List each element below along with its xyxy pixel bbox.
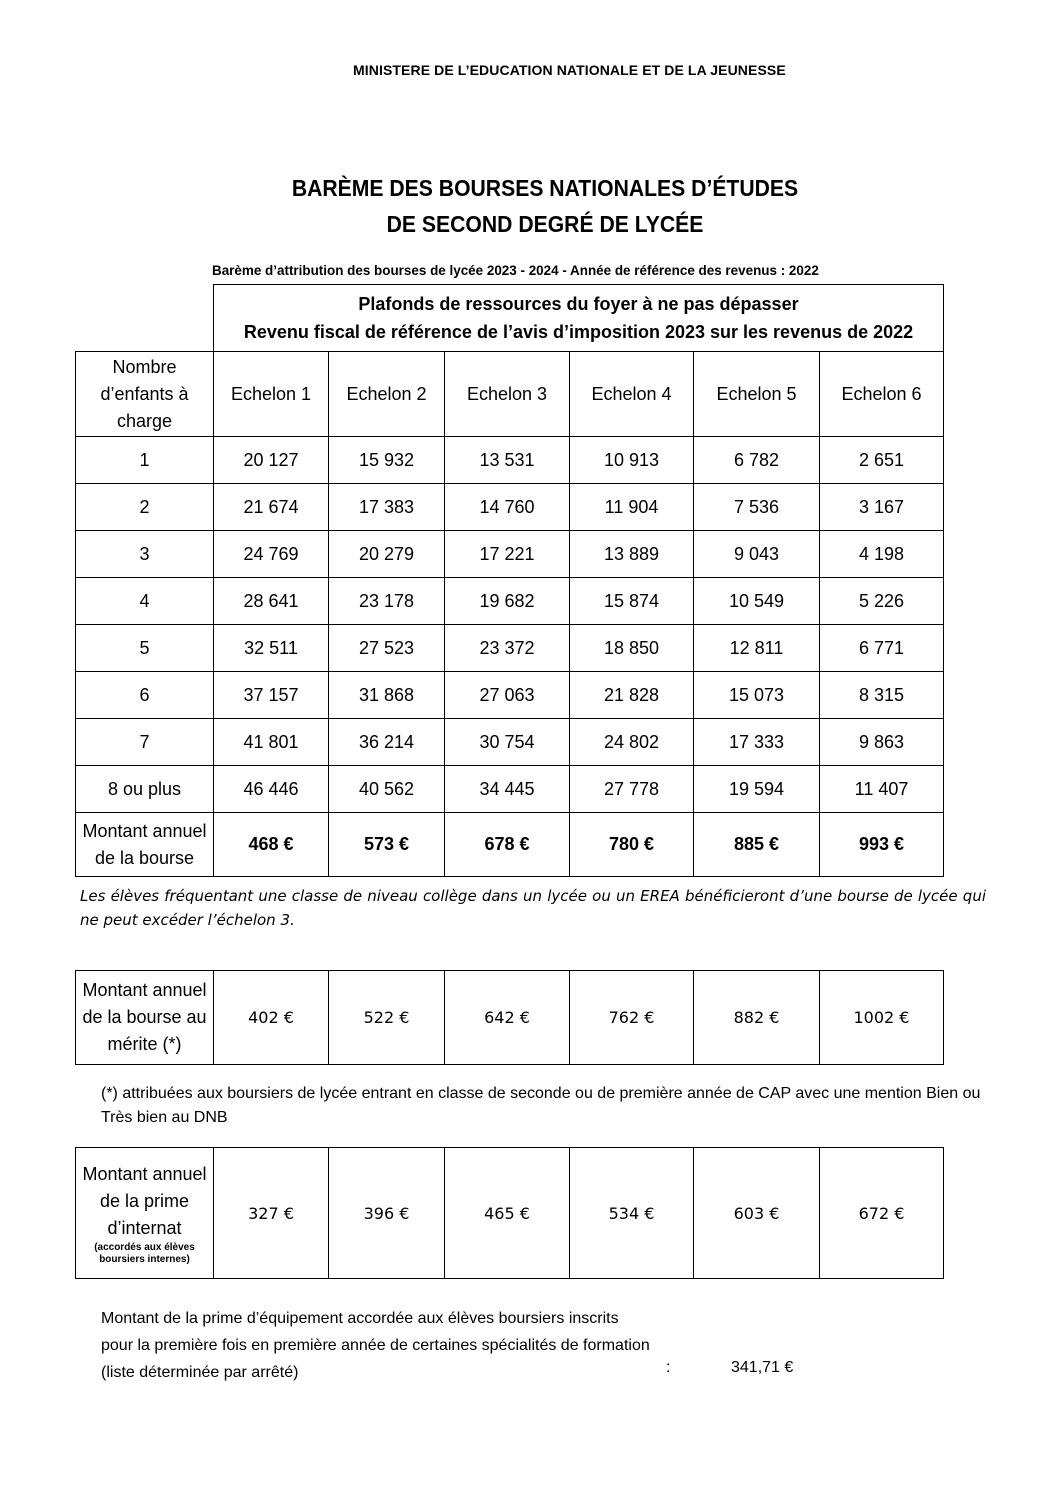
table-row xyxy=(76,531,944,578)
ministry-header: MINISTERE DE L’EDUCATION NATIONALE ET DE LA JEUNESSE xyxy=(353,62,786,78)
ceiling-cell: 17 333 xyxy=(694,719,820,766)
amount-cell: 468 € xyxy=(214,813,329,877)
ceiling-cell: 12 811 xyxy=(694,625,820,672)
ceiling-cell: 18 850 xyxy=(570,625,694,672)
merit-note: (*) attribuées aux boursiers de lycée entrant en classe de seconde ou de première année de CAP avec une mention Bien ou Très bien au DNB xyxy=(101,1085,981,1126)
amount-cell: 780 € xyxy=(570,813,694,877)
internat-cell: 396 € xyxy=(329,1148,445,1279)
ceiling-cell: 32 511 xyxy=(214,625,329,672)
table-row xyxy=(76,719,944,766)
ceiling-cell: 19 682 xyxy=(445,578,570,625)
table-row xyxy=(76,625,944,672)
ceiling-cell: 27 063 xyxy=(445,672,570,719)
ceiling-cell: 6 771 xyxy=(820,625,944,672)
ceiling-cell: 21 828 xyxy=(570,672,694,719)
ceiling-cell: 17 383 xyxy=(329,484,445,531)
table-row xyxy=(76,971,944,1065)
row-label: 6 xyxy=(76,672,214,719)
row-label: 8 ou plus xyxy=(76,766,214,813)
internat-cell: 603 € xyxy=(694,1148,820,1279)
children-column-header: Nombre d’enfants à charge xyxy=(76,352,214,437)
ceiling-cell: 10 913 xyxy=(570,437,694,484)
echelon-header: Echelon 3 xyxy=(445,352,570,437)
equipment-value: 341,71 € xyxy=(731,1359,794,1376)
amount-row-label: Montant annuel de la bourse xyxy=(76,813,214,877)
ceiling-cell: 9 043 xyxy=(694,531,820,578)
ceiling-cell: 6 782 xyxy=(694,437,820,484)
caption-line-1: Plafonds de ressources du foyer à ne pas dépasser xyxy=(358,294,799,314)
college-note: Les élèves fréquentant une classe de niveau collège dans un lycée ou un EREA bénéficieront d’une bourse de lycée qui ne peut excéder l’échelon 3. xyxy=(80,887,986,929)
amount-cell: 573 € xyxy=(329,813,445,877)
row-label: 2 xyxy=(76,484,214,531)
ceiling-cell: 41 801 xyxy=(214,719,329,766)
row-label: 4 xyxy=(76,578,214,625)
echelon-header: Echelon 6 xyxy=(820,352,944,437)
internat-cell: 465 € xyxy=(445,1148,570,1279)
equipment-line-2: pour la première fois en première année de certaines spécialités de formation xyxy=(101,1337,650,1354)
ceiling-cell: 40 562 xyxy=(329,766,445,813)
ceiling-cell: 34 445 xyxy=(445,766,570,813)
ceiling-cell: 15 932 xyxy=(329,437,445,484)
ceiling-cell: 15 073 xyxy=(694,672,820,719)
ceiling-cell: 10 549 xyxy=(694,578,820,625)
ceiling-cell: 36 214 xyxy=(329,719,445,766)
table-row xyxy=(76,578,944,625)
caption-line-2: Revenu fiscal de référence de l’avis d’imposition 2023 sur les revenus de 2022 xyxy=(243,322,914,342)
ceiling-cell: 11 407 xyxy=(820,766,944,813)
internat-sublabel: (accordés aux élèves boursiers internes) xyxy=(94,1241,195,1265)
ceiling-cell: 28 641 xyxy=(214,578,329,625)
equipment-line-3: (liste déterminée par arrêté) xyxy=(101,1364,299,1381)
internat-cell: 534 € xyxy=(570,1148,694,1279)
amount-cell: 993 € xyxy=(820,813,944,877)
blank-corner xyxy=(76,285,214,352)
income-ceiling-table xyxy=(75,284,944,877)
table-row xyxy=(76,1148,944,1279)
ceiling-cell: 4 198 xyxy=(820,531,944,578)
ceiling-cell: 21 674 xyxy=(214,484,329,531)
merit-cell: 1002 € xyxy=(820,971,944,1065)
ceiling-cell: 24 769 xyxy=(214,531,329,578)
ceiling-cell: 9 863 xyxy=(820,719,944,766)
ceiling-cell: 46 446 xyxy=(214,766,329,813)
document-title xyxy=(44,170,1047,242)
amount-cell: 678 € xyxy=(445,813,570,877)
equipment-line-1: Montant de la prime d’équipement accordée aux élèves boursiers inscrits xyxy=(101,1310,619,1327)
ceiling-cell: 30 754 xyxy=(445,719,570,766)
title-line-1: BARÈME DES BOURSES NATIONALES D’ÉTUDES xyxy=(291,175,799,201)
ceiling-cell: 37 157 xyxy=(214,672,329,719)
ceiling-cell: 23 372 xyxy=(445,625,570,672)
ceiling-cell: 3 167 xyxy=(820,484,944,531)
echelon-header: Echelon 4 xyxy=(570,352,694,437)
ceiling-cell: 24 802 xyxy=(570,719,694,766)
ceiling-cell: 31 868 xyxy=(329,672,445,719)
equipment-colon: : xyxy=(666,1359,671,1376)
ceiling-cell: 23 178 xyxy=(329,578,445,625)
ceiling-cell: 13 531 xyxy=(445,437,570,484)
ceiling-cell: 2 651 xyxy=(820,437,944,484)
row-label: 3 xyxy=(76,531,214,578)
table-caption xyxy=(214,285,944,352)
table-row xyxy=(76,813,944,877)
ceiling-cell: 11 904 xyxy=(570,484,694,531)
merit-cell: 402 € xyxy=(214,971,329,1065)
internat-table xyxy=(75,1147,944,1279)
internat-label: Montant annuel de la prime d’internat xyxy=(82,1163,207,1238)
ceiling-cell: 19 594 xyxy=(694,766,820,813)
echelon-header: Echelon 5 xyxy=(694,352,820,437)
ceiling-cell: 20 279 xyxy=(329,531,445,578)
merit-label: Montant annuel de la bourse au mérite (*) xyxy=(76,971,214,1065)
row-label: 5 xyxy=(76,625,214,672)
merit-cell: 762 € xyxy=(570,971,694,1065)
ceiling-cell: 27 778 xyxy=(570,766,694,813)
document-subtitle: Barème d’attribution des bourses de lycée 2023 - 2024 - Année de référence des revenus : 2022 xyxy=(212,262,819,278)
echelon-header: Echelon 2 xyxy=(329,352,445,437)
table-row xyxy=(76,672,944,719)
title-line-2: DE SECOND DEGRÉ DE LYCÉE xyxy=(386,211,704,237)
internat-cell: 672 € xyxy=(820,1148,944,1279)
ceiling-cell: 20 127 xyxy=(214,437,329,484)
ceiling-cell: 27 523 xyxy=(329,625,445,672)
ceiling-cell: 5 226 xyxy=(820,578,944,625)
table-row xyxy=(76,766,944,813)
ceiling-cell: 13 889 xyxy=(570,531,694,578)
merit-cell: 882 € xyxy=(694,971,820,1065)
ceiling-cell: 14 760 xyxy=(445,484,570,531)
equipment-text xyxy=(101,1305,650,1386)
amount-cell: 885 € xyxy=(694,813,820,877)
row-label: 7 xyxy=(76,719,214,766)
echelon-header: Echelon 1 xyxy=(214,352,329,437)
merit-cell: 642 € xyxy=(445,971,570,1065)
internat-cell: 327 € xyxy=(214,1148,329,1279)
ceiling-cell: 7 536 xyxy=(694,484,820,531)
ceiling-cell: 15 874 xyxy=(570,578,694,625)
internat-label-cell xyxy=(76,1148,214,1279)
ceiling-cell: 8 315 xyxy=(820,672,944,719)
table-row xyxy=(76,437,944,484)
ceiling-cell: 17 221 xyxy=(445,531,570,578)
table-row xyxy=(76,484,944,531)
merit-table xyxy=(75,970,944,1065)
merit-cell: 522 € xyxy=(329,971,445,1065)
row-label: 1 xyxy=(76,437,214,484)
